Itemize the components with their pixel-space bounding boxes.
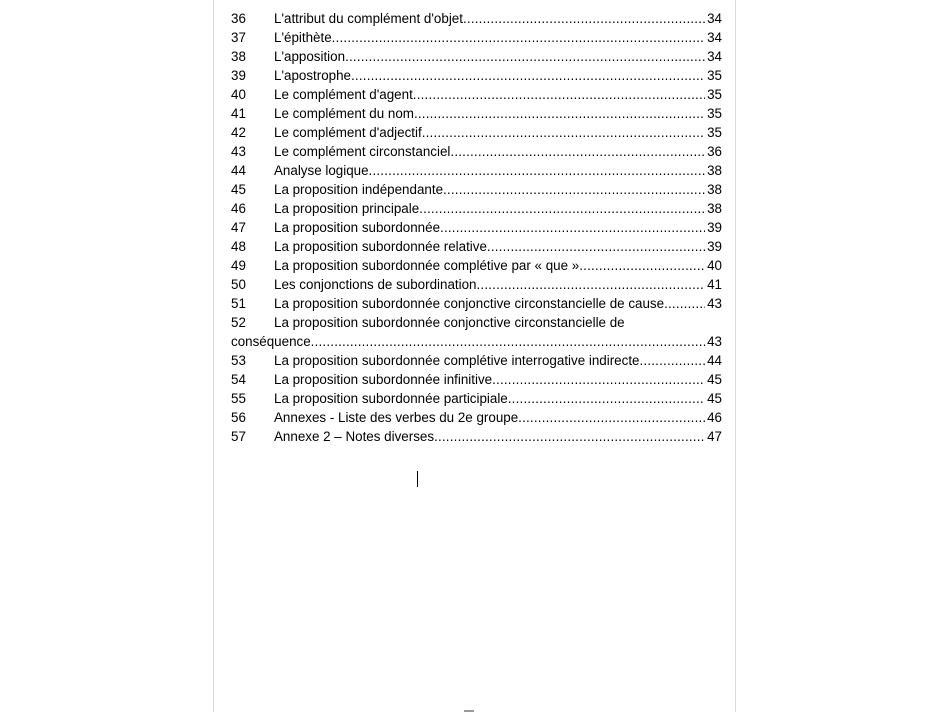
- toc-dot-leader: [345, 47, 705, 66]
- toc-dot-leader: [450, 142, 705, 161]
- toc-page-number: 43: [707, 296, 722, 311]
- toc-page-number: 34: [707, 49, 722, 64]
- toc-entry-49[interactable]: [231, 256, 722, 275]
- toc-page-number: 39: [707, 220, 722, 235]
- toc-title: La proposition subordonnée conjonctive circonstancielle de: [274, 315, 625, 330]
- toc-entry-41[interactable]: [231, 104, 722, 123]
- toc-number: 41: [231, 106, 246, 121]
- toc-dot-leader: [422, 123, 705, 142]
- toc-number: 55: [231, 391, 246, 406]
- text-insertion-cursor[interactable]: [417, 471, 418, 487]
- toc-dot-leader: [419, 199, 705, 218]
- toc-title-continuation: conséquence: [231, 334, 311, 349]
- toc-dot-leader: [463, 9, 705, 28]
- toc-dot-leader: [640, 351, 706, 370]
- toc-page-number: 43: [707, 334, 722, 349]
- toc-title: Le complément circonstanciel: [274, 144, 451, 159]
- toc-entry-37[interactable]: [231, 28, 722, 47]
- toc-entry-53[interactable]: [231, 351, 722, 370]
- toc-dot-leader: [332, 28, 705, 47]
- page-footer-edge: [464, 708, 478, 712]
- toc-dot-leader: [477, 275, 706, 294]
- toc-number: 57: [231, 429, 246, 444]
- toc-number: 54: [231, 372, 246, 387]
- toc-title: La proposition subordonnée complétive interrogative indirecte: [274, 353, 640, 368]
- toc-number: 44: [231, 163, 246, 178]
- toc-entry-42[interactable]: [231, 123, 722, 142]
- toc-entry-50[interactable]: [231, 275, 722, 294]
- toc-dot-leader: [434, 427, 705, 446]
- toc-number: 40: [231, 87, 246, 102]
- toc-entry-44[interactable]: [231, 161, 722, 180]
- toc-number: 51: [231, 296, 246, 311]
- toc-title: La proposition subordonnée participiale: [274, 391, 508, 406]
- toc-number: 36: [231, 11, 246, 26]
- toc-dot-leader: [487, 237, 705, 256]
- toc-title: L'apposition: [274, 49, 346, 64]
- toc-entry-55[interactable]: [231, 389, 722, 408]
- toc-title: L'attribut du complément d'objet: [274, 11, 463, 26]
- toc-entry-48[interactable]: [231, 237, 722, 256]
- toc-page-number: 45: [707, 372, 722, 387]
- toc-dot-leader: [443, 180, 705, 199]
- toc-dot-leader: [440, 218, 705, 237]
- toc-number: 46: [231, 201, 246, 216]
- toc-page-number: 34: [707, 11, 722, 26]
- toc-entry-39[interactable]: [231, 66, 722, 85]
- toc-entry-57[interactable]: [231, 427, 722, 446]
- toc-page-number: 41: [707, 277, 722, 292]
- toc-entry-38[interactable]: [231, 47, 722, 66]
- toc-title: La proposition subordonnée complétive par « que »: [274, 258, 580, 273]
- toc-page-number: 40: [707, 258, 722, 273]
- toc-page-number: 47: [707, 429, 722, 444]
- toc-dot-leader: [508, 389, 705, 408]
- toc-number: 37: [231, 30, 246, 45]
- table-of-contents: [231, 9, 722, 446]
- toc-number: 38: [231, 49, 246, 64]
- document-page: [213, 0, 736, 712]
- toc-dot-leader: [664, 294, 705, 313]
- toc-number: 50: [231, 277, 246, 292]
- toc-title: La proposition principale: [274, 201, 420, 216]
- toc-number: 53: [231, 353, 246, 368]
- toc-page-number: 36: [707, 144, 722, 159]
- toc-number: 47: [231, 220, 246, 235]
- toc-number: 39: [231, 68, 246, 83]
- toc-entry-40[interactable]: [231, 85, 722, 104]
- toc-dot-leader: [369, 161, 706, 180]
- toc-page-number: 39: [707, 239, 722, 254]
- toc-page-number: 35: [707, 68, 722, 83]
- toc-entry-43[interactable]: [231, 142, 722, 161]
- toc-entry-52[interactable]: [231, 313, 722, 351]
- toc-page-number: 35: [707, 125, 722, 140]
- toc-page-number: 35: [707, 106, 722, 121]
- toc-title: La proposition subordonnée infinitive: [274, 372, 493, 387]
- toc-dot-leader: [518, 408, 705, 427]
- toc-title: La proposition subordonnée conjonctive circonstancielle de cause: [274, 296, 665, 311]
- toc-title: Le complément du nom: [274, 106, 414, 121]
- toc-title: Le complément d'adjectif: [274, 125, 422, 140]
- toc-title: L'épithète: [274, 30, 332, 45]
- toc-dot-leader: [311, 332, 705, 351]
- toc-dot-leader: [351, 66, 705, 85]
- toc-dot-leader: [579, 256, 705, 275]
- toc-number: 49: [231, 258, 246, 273]
- toc-title: Analyse logique: [274, 163, 369, 178]
- toc-title: La proposition indépendante: [274, 182, 444, 197]
- toc-entry-36[interactable]: [231, 9, 722, 28]
- toc-entry-46[interactable]: [231, 199, 722, 218]
- toc-entry-45[interactable]: [231, 180, 722, 199]
- toc-page-number: 44: [707, 353, 722, 368]
- toc-number: 42: [231, 125, 246, 140]
- toc-dot-leader: [492, 370, 705, 389]
- toc-title: Le complément d'agent: [274, 87, 413, 102]
- toc-title: Annexe 2 – Notes diverses: [274, 429, 435, 444]
- toc-entry-54[interactable]: [231, 370, 722, 389]
- toc-title: L'apostrophe: [274, 68, 352, 83]
- toc-page-number: 46: [707, 410, 722, 425]
- toc-number: 52: [231, 315, 246, 330]
- toc-dot-leader: [413, 85, 705, 104]
- toc-number: 48: [231, 239, 246, 254]
- toc-page-number: 35: [707, 87, 722, 102]
- toc-entry-51[interactable]: [231, 294, 722, 313]
- toc-page-number: 38: [707, 201, 722, 216]
- toc-title: La proposition subordonnée relative: [274, 239, 487, 254]
- toc-number: 45: [231, 182, 246, 197]
- toc-dot-leader: [414, 104, 705, 123]
- toc-number: 56: [231, 410, 246, 425]
- toc-title: Annexes - Liste des verbes du 2e groupe: [274, 410, 519, 425]
- toc-title: Les conjonctions de subordination: [274, 277, 477, 292]
- toc-page-number: 45: [707, 391, 722, 406]
- toc-page-number: 38: [707, 163, 722, 178]
- toc-number: 43: [231, 144, 246, 159]
- toc-page-number: 38: [707, 182, 722, 197]
- toc-entry-47[interactable]: [231, 218, 722, 237]
- toc-page-number: 34: [707, 30, 722, 45]
- toc-title: La proposition subordonnée: [274, 220, 441, 235]
- toc-entry-56[interactable]: [231, 408, 722, 427]
